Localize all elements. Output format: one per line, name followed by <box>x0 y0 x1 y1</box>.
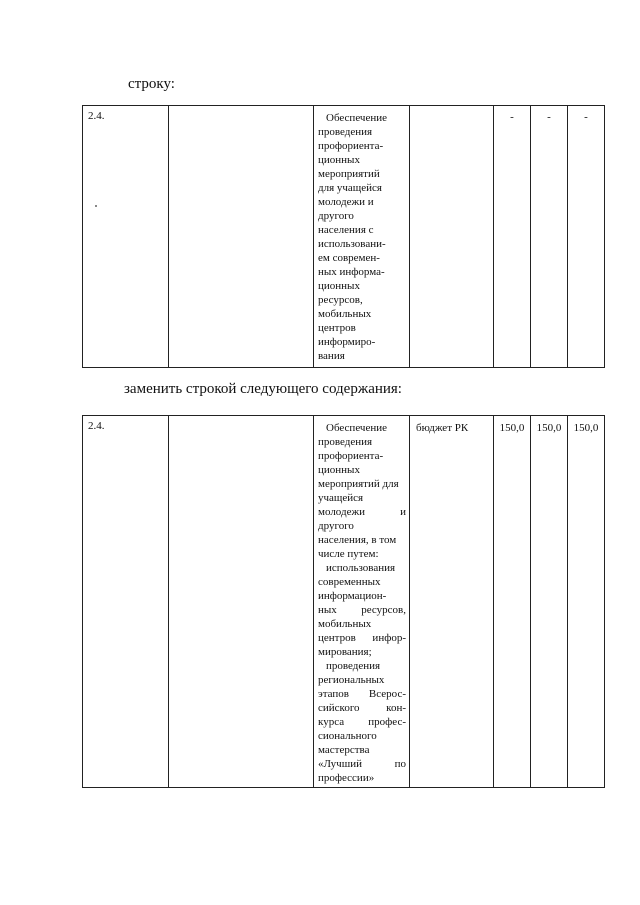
description-line: использовани- <box>318 238 386 250</box>
description-line: молодежи и <box>318 506 406 518</box>
description-line: другого <box>318 520 354 532</box>
description-line: для учащейся <box>318 182 382 194</box>
description-line: населения, в том <box>318 534 397 546</box>
table-new-row <box>82 415 605 788</box>
value-cell-2: 150,0 <box>531 416 568 788</box>
description-line: вания <box>318 350 345 362</box>
description-line: мобильных <box>318 618 372 630</box>
description-line: населения с <box>318 224 374 236</box>
description-line: центров инфор- <box>318 632 406 644</box>
description-line: региональных <box>318 674 385 686</box>
description-line: молодежи и <box>318 196 374 208</box>
heading-replace-with: заменить строкой следующего содержания: <box>124 381 402 397</box>
description-line: мастерства <box>318 744 370 756</box>
table-old-row <box>82 105 605 368</box>
description-line: ционных <box>318 464 360 476</box>
description-line: сионального <box>318 730 377 742</box>
empty-cell <box>169 416 314 788</box>
value-cell-3: - <box>568 106 605 368</box>
scan-speck <box>95 205 97 207</box>
description-line: учащейся <box>318 492 364 504</box>
description-line: Обеспечение <box>326 422 387 434</box>
description-line: центров <box>318 322 356 334</box>
table-row <box>83 106 605 368</box>
description-line: информиро- <box>318 336 376 348</box>
description-line: ционных <box>318 154 360 166</box>
description-line: мирования; <box>318 646 372 658</box>
description-line: современных <box>318 576 381 588</box>
description-line: числе путем: <box>318 548 379 560</box>
row-number-cell: 2.4. <box>83 106 169 368</box>
description-cell <box>314 106 410 368</box>
description-line: профориента- <box>318 450 384 462</box>
description-cell <box>314 416 410 788</box>
description-line: информацион- <box>318 590 387 602</box>
table-row <box>83 416 605 788</box>
description-line: ных ресурсов, <box>318 604 406 616</box>
funding-source-cell: бюджет РК <box>410 416 494 788</box>
description-line: Обеспечение <box>326 112 387 124</box>
description-line: мероприятий для <box>318 478 399 490</box>
description-line: проведения <box>326 660 381 672</box>
funding-source-cell <box>410 106 494 368</box>
description-line: проведения <box>318 126 373 138</box>
description-line: проведения <box>318 436 373 448</box>
value-cell-3: 150,0 <box>568 416 605 788</box>
description-line: курса профес- <box>318 716 406 728</box>
value-cell-1: - <box>494 106 531 368</box>
empty-cell <box>169 106 314 368</box>
description-line: профессии» <box>318 772 375 784</box>
description-line: другого <box>318 210 354 222</box>
description-line: ресурсов, <box>318 294 363 306</box>
row-number-cell: 2.4. <box>83 416 169 788</box>
description-line: ных информа- <box>318 266 385 278</box>
description-line: сийского кон- <box>318 702 406 714</box>
description-line: ционных <box>318 280 360 292</box>
description-line: использования <box>326 562 396 574</box>
description-line: ем современ- <box>318 252 380 264</box>
description-line: этапов Всерос- <box>318 688 406 700</box>
description-line: «Лучший по <box>318 758 406 770</box>
value-cell-1: 150,0 <box>494 416 531 788</box>
description-line: мероприятий <box>318 168 380 180</box>
description-line: профориента- <box>318 140 384 152</box>
description-line: мобильных <box>318 308 372 320</box>
heading-replace-row: строку: <box>128 76 175 92</box>
value-cell-2: - <box>531 106 568 368</box>
